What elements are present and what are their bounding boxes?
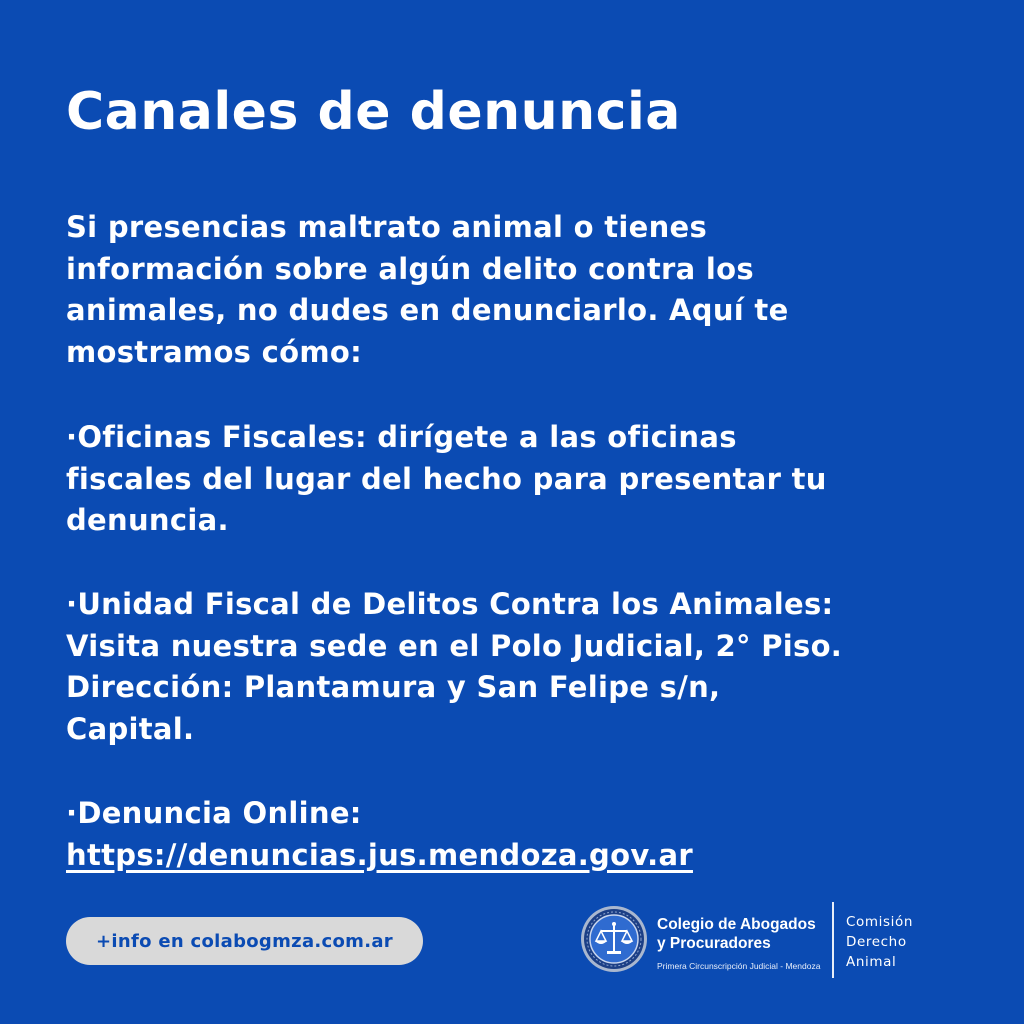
intro-line: mostramos cómo:	[66, 334, 362, 369]
channel-online-label: ·Denuncia Online:	[66, 796, 362, 830]
commission-name	[846, 912, 913, 972]
channel-line: ·Unidad Fiscal de Delitos Contra los Animales:	[66, 587, 834, 621]
intro-paragraph	[66, 207, 966, 373]
organization-name-line: Colegio de Abogados	[657, 916, 816, 933]
channel-line: Capital.	[66, 711, 195, 746]
intro-line: Si presencias maltrato animal o tienes	[66, 210, 708, 244]
info-website-pill[interactable]	[66, 917, 423, 965]
channel-line: denuncia.	[66, 503, 229, 537]
channel-online	[66, 793, 966, 876]
scales-of-justice-seal-icon	[580, 905, 648, 973]
commission-line: Derecho	[846, 934, 907, 950]
page-title: Canales de denuncia	[66, 82, 681, 142]
organization-name-line: y Procuradores	[657, 935, 771, 952]
logo-divider	[832, 902, 834, 978]
organization-name	[657, 915, 820, 971]
info-website-label: +info en colabogmza.com.ar	[96, 930, 393, 952]
channel-line: ·Oficinas Fiscales: dirígete a las oficinas	[66, 420, 737, 454]
commission-line: Comisión	[846, 914, 913, 930]
commission-line: Animal	[846, 954, 897, 970]
intro-line: animales, no dudes en denunciarlo. Aquí te	[66, 293, 789, 327]
channel-line: fiscales del lugar del hecho para presentar tu	[66, 461, 827, 496]
organization-subtitle: Primera Circunscripción Judicial - Mendoza	[657, 961, 821, 971]
channel-line: Visita nuestra sede en el Polo Judicial, 2° Piso.	[66, 628, 843, 663]
channel-line: Dirección: Plantamura y San Felipe s/n,	[66, 670, 721, 704]
channel-fiscal-offices	[66, 417, 966, 542]
online-report-link[interactable]: https://denuncias.jus.mendoza.gov.ar	[66, 837, 693, 872]
intro-line: información sobre algún delito contra los	[66, 251, 754, 286]
channel-fiscal-unit	[66, 584, 966, 750]
